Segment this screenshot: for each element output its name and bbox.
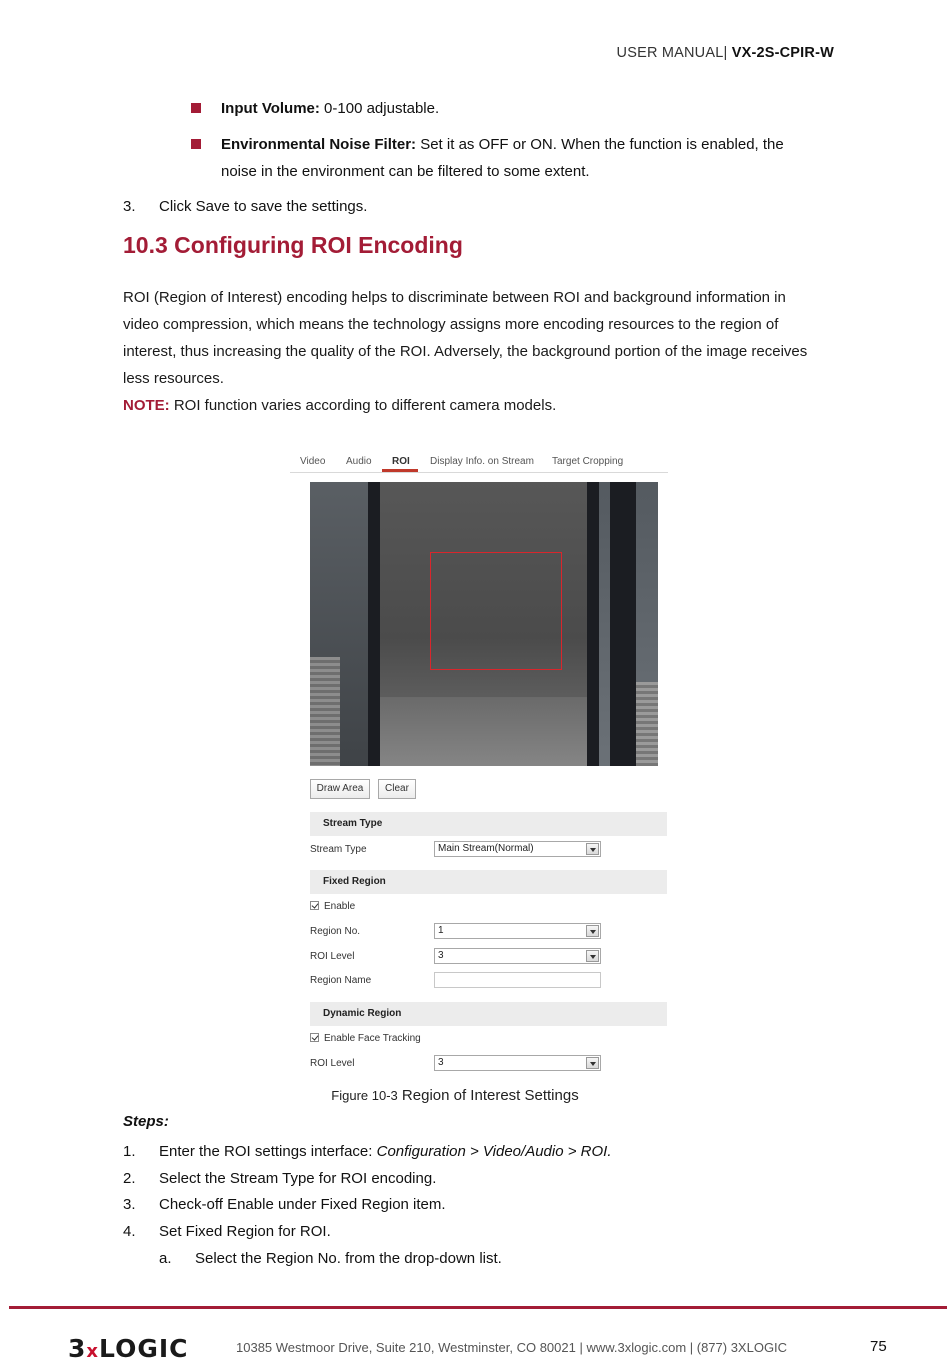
step-text: Set Fixed Region for ROI. [159, 1223, 331, 1240]
section-title: 10.3 Configuring ROI Encoding [123, 232, 463, 258]
roi-level-label: ROI Level [310, 951, 355, 962]
video-pillar [587, 482, 599, 766]
chevron-down-icon[interactable] [586, 950, 599, 962]
fixed-region-section: Fixed Region [310, 870, 667, 894]
chevron-down-icon[interactable] [586, 843, 599, 855]
video-blinds-left [310, 657, 340, 766]
logo-part: 3 [68, 1334, 87, 1363]
figure-caption [0, 1087, 910, 1104]
running-header [617, 45, 834, 61]
substep-a [159, 1245, 502, 1272]
roi-settings-screenshot [290, 447, 668, 1077]
region-no-value: 1 [438, 925, 444, 936]
step-text: Check-off Enable under Fixed Region item. [159, 1196, 446, 1213]
roi-level-value: 3 [438, 950, 444, 961]
dynamic-region-section: Dynamic Region [310, 1002, 667, 1026]
footer-divider [9, 1306, 947, 1309]
step-number: 3. [123, 1196, 136, 1213]
steps-heading: Steps: [123, 1113, 169, 1130]
step-text: Click Save to save the settings. [159, 198, 368, 215]
region-name-input[interactable] [434, 972, 601, 988]
figure-number: Figure 10-3 [331, 1088, 398, 1103]
tab-bar [290, 447, 668, 473]
clear-button[interactable]: Clear [378, 779, 416, 799]
step-number: 2. [123, 1170, 136, 1187]
video-pillar [368, 482, 380, 766]
bullet-text: 0-100 adjustable. [319, 100, 440, 117]
bullet-label: Input Volume: [221, 100, 320, 117]
caption-text: Region of Interest Settings [397, 1087, 579, 1104]
step-save [123, 193, 367, 220]
logo-x: x [86, 1341, 100, 1362]
step-2 [123, 1165, 436, 1192]
fixed-enable-checkbox[interactable] [310, 901, 355, 912]
intro-paragraph [123, 284, 823, 419]
face-tracking-label: Enable Face Tracking [324, 1033, 421, 1044]
step-number: 4. [123, 1223, 136, 1240]
tab-display-info[interactable]: Display Info. on Stream [430, 456, 534, 467]
substep-letter: a. [159, 1250, 172, 1267]
page-number: 75 [870, 1338, 887, 1355]
header-prefix: USER MANUAL| [616, 45, 728, 61]
tab-target-cropping[interactable]: Target Cropping [552, 456, 624, 467]
footer-address: 10385 Westmoor Drive, Suite 210, Westminster, CO 80021 | www.3xlogic.com | (877) 3XLOGIC [236, 1340, 788, 1355]
note-label: NOTE: [123, 397, 170, 414]
video-pillar [610, 482, 636, 766]
region-no-label: Region No. [310, 926, 361, 937]
video-blinds-right [636, 682, 658, 766]
tab-roi[interactable]: ROI [392, 456, 410, 467]
active-tab-indicator [382, 469, 418, 472]
bullet-input-volume [191, 95, 811, 122]
face-tracking-checkbox[interactable] [310, 1033, 421, 1044]
substep-text: Select the Region No. from the drop-down list. [195, 1250, 502, 1267]
step-4 [123, 1218, 331, 1245]
stream-type-select[interactable] [434, 841, 601, 857]
stream-type-section: Stream Type [310, 812, 667, 836]
tab-audio[interactable]: Audio [346, 456, 372, 467]
checkbox-checked-icon[interactable] [310, 1033, 319, 1042]
bullet-square-icon [191, 139, 201, 149]
step-number: 1. [123, 1143, 136, 1160]
chevron-down-icon[interactable] [586, 1057, 599, 1069]
tab-video[interactable]: Video [300, 456, 326, 467]
dynamic-roi-level-value: 3 [438, 1057, 444, 1068]
step-text: Select the Stream Type for ROI encoding. [159, 1170, 437, 1187]
roi-level-select[interactable] [434, 948, 601, 964]
dynamic-roi-level-label: ROI Level [310, 1058, 355, 1069]
bullet-square-icon [191, 103, 201, 113]
bullet-label: Environmental Noise Filter: [221, 136, 417, 153]
step-path: Configuration > Video/Audio > ROI. [376, 1143, 612, 1160]
note-text: ROI function varies according to different camera models. [169, 397, 557, 414]
video-floor [370, 697, 590, 766]
video-preview[interactable] [310, 482, 658, 766]
dynamic-roi-level-select[interactable] [434, 1055, 601, 1071]
draw-area-button[interactable]: Draw Area [310, 779, 370, 799]
bullet-noise-filter [191, 131, 811, 185]
roi-region-box[interactable] [430, 552, 562, 670]
region-name-label: Region Name [310, 975, 372, 986]
company-logo [68, 1334, 189, 1363]
bullet-text: Set it as OFF or ON. When the function is enabled, the noise in the environment can be filtered to some extent. [221, 136, 784, 180]
step-text: Enter the ROI settings interface: [159, 1143, 377, 1160]
step-1 [123, 1138, 611, 1165]
logo-part: LOGIC [99, 1334, 189, 1363]
step-3 [123, 1191, 446, 1218]
region-no-select[interactable] [434, 923, 601, 939]
paragraph-text: ROI (Region of Interest) encoding helps to discriminate between ROI and background information in video compression, which means the technology assigns more encoding resources to the region of interest, thus increasing the quality of the ROI. Adversely, the background portion of the image receives less resources. [123, 289, 808, 387]
stream-type-value: Main Stream(Normal) [438, 843, 534, 854]
stream-type-label: Stream Type [310, 844, 367, 855]
header-model: VX-2S-CPIR-W [731, 45, 834, 61]
fixed-enable-label: Enable [324, 901, 356, 912]
checkbox-checked-icon[interactable] [310, 901, 319, 910]
step-number: 3. [123, 198, 136, 215]
chevron-down-icon[interactable] [586, 925, 599, 937]
